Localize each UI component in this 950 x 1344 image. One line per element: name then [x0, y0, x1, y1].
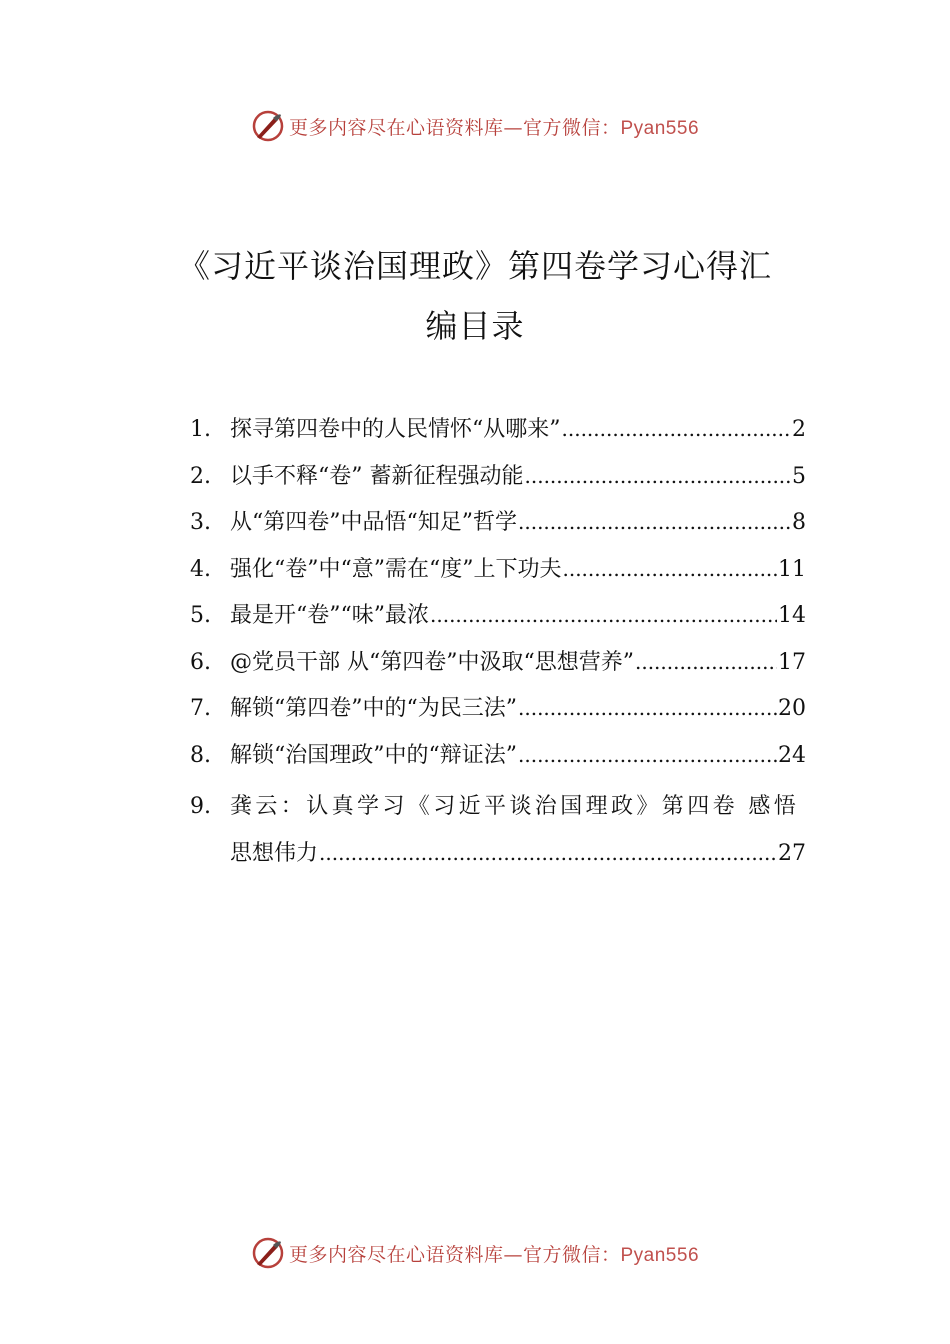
toc-leader	[562, 417, 792, 441]
toc-label: 探寻第四卷中的人民情怀“从哪来”	[230, 417, 561, 442]
toc-entry-2[interactable]	[190, 459, 806, 506]
toc-entry-6[interactable]	[190, 645, 806, 692]
banner-wechat-id: Pyan556	[620, 1244, 700, 1266]
table-of-contents	[190, 412, 806, 877]
toc-leader	[562, 557, 777, 581]
toc-leader	[518, 510, 791, 534]
toc-leader	[518, 743, 777, 767]
toc-label: 龚云：认真学习《习近平谈治国理政》第四卷 感悟	[230, 794, 800, 819]
toc-number: 2.	[190, 463, 211, 489]
toc-page: 17	[778, 649, 806, 675]
toc-entry-8[interactable]	[190, 738, 806, 785]
toc-leader	[518, 696, 777, 720]
toc-entry-7[interactable]	[190, 691, 806, 738]
banner-library-text: 更多内容尽在心语资料库—	[288, 1243, 523, 1266]
banner-wechat-id: Pyan556	[620, 117, 700, 139]
toc-leader	[319, 830, 777, 876]
toc-entry-5[interactable]	[190, 598, 806, 645]
toc-leader	[635, 650, 777, 674]
toc-number: 9.	[190, 794, 211, 819]
toc-entry-9[interactable]	[190, 784, 806, 877]
toc-label: @党员干部 从“第四卷”中汲取“思想营养”	[230, 649, 634, 675]
toc-number: 6.	[190, 649, 211, 675]
title-line-1: 《习近平谈治国理政》第四卷学习心得汇	[177, 247, 772, 285]
pen-logo-icon	[251, 1236, 285, 1270]
banner-text	[289, 113, 699, 140]
pen-logo-icon	[251, 109, 285, 143]
toc-leader	[525, 464, 792, 488]
toc-page: 24	[778, 742, 806, 768]
toc-entry-4[interactable]	[190, 552, 806, 599]
toc-page: 14	[778, 603, 806, 628]
toc-page: 2	[792, 417, 806, 442]
toc-label: 解锁“治国理政”中的“辩证法”	[230, 742, 517, 768]
toc-label: 强化“卷”中“意”需在“度”上下功夫	[230, 556, 562, 582]
toc-label: 以手不释“卷” 蓄新征程强动能	[230, 463, 524, 489]
banner-wechat-label: 官方微信：	[522, 116, 621, 139]
toc-page: 20	[778, 696, 806, 721]
toc-page: 5	[792, 463, 806, 489]
document-title	[120, 236, 830, 356]
toc-number: 8.	[190, 742, 211, 768]
toc-entry-3[interactable]	[190, 505, 806, 552]
toc-page: 11	[778, 556, 806, 582]
toc-number: 3.	[190, 510, 211, 535]
toc-label: 解锁“第四卷”中的“为民三法”	[230, 696, 517, 721]
toc-entry-1[interactable]	[190, 412, 806, 459]
header-banner	[0, 106, 950, 146]
toc-number: 5.	[190, 603, 211, 628]
toc-number: 1.	[190, 417, 211, 442]
toc-number: 7.	[190, 696, 211, 721]
toc-leader	[430, 603, 777, 627]
banner-wechat-label: 官方微信：	[522, 1243, 621, 1266]
toc-label: 最是开“卷”“味”最浓	[230, 603, 429, 628]
toc-label-continued: 思想伟力	[230, 841, 319, 866]
footer-banner	[0, 1233, 950, 1273]
title-line-2: 编目录	[425, 307, 525, 345]
toc-label: 从“第四卷”中品悟“知足”哲学	[230, 510, 517, 535]
banner-library-text: 更多内容尽在心语资料库—	[288, 116, 523, 139]
toc-number: 4.	[190, 556, 211, 582]
toc-page: 8	[792, 510, 806, 535]
banner-text	[289, 1240, 699, 1267]
toc-page: 27	[778, 841, 806, 866]
